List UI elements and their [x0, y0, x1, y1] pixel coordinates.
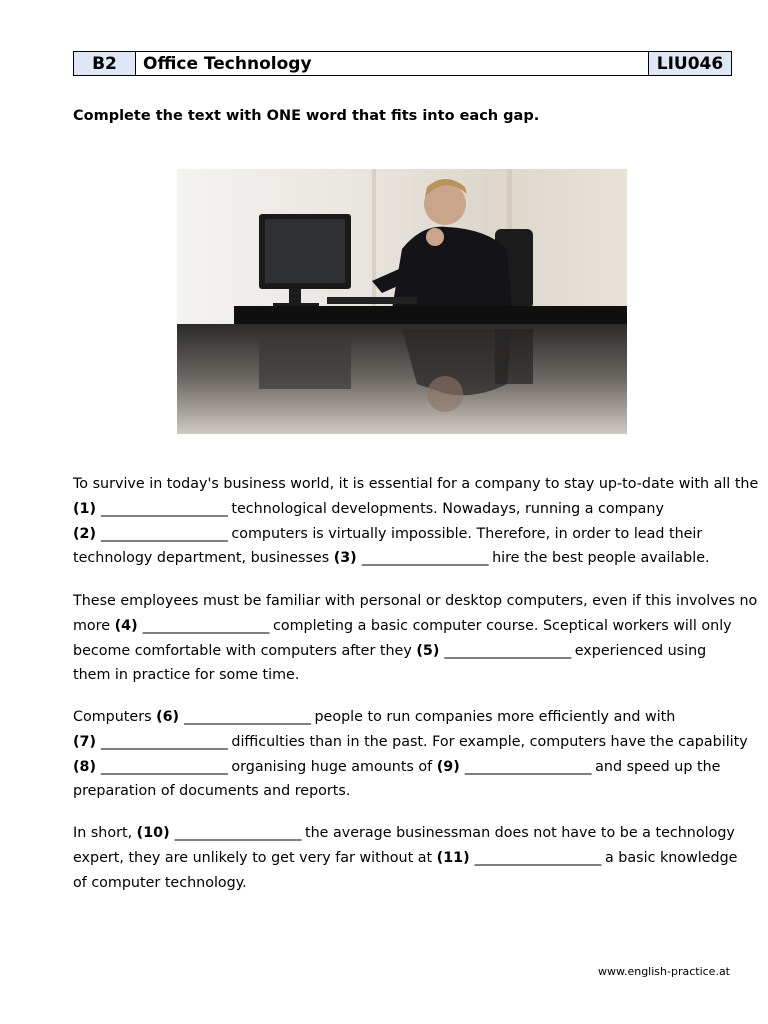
gap-number: (2)	[73, 525, 101, 542]
gap-number: (11)	[436, 849, 475, 866]
text-segment: hire the best people available.	[492, 550, 710, 567]
text-segment: Computers	[73, 709, 157, 725]
text-line	[73, 614, 735, 639]
text-segment: them in practice for some time.	[73, 667, 300, 684]
text-segment: more	[73, 617, 115, 634]
answer-gap[interactable]: ___________________	[444, 642, 575, 659]
text-line	[73, 472, 759, 497]
text-line	[73, 497, 735, 522]
text-line	[73, 522, 735, 547]
text-segment: people to run companies more efficiently and with	[314, 709, 676, 725]
answer-gap[interactable]: ___________________	[101, 733, 232, 750]
level-cell: B2	[74, 52, 136, 75]
paragraph-2	[73, 589, 758, 688]
text-line	[73, 846, 738, 871]
text-line	[73, 730, 748, 755]
text-segment: These employees must be familiar with personal or desktop computers, even if this involves no	[73, 593, 758, 609]
footer-url: www.english-practice.at	[597, 965, 730, 978]
gap-number: (3)	[333, 550, 362, 567]
paragraph-1	[73, 472, 759, 571]
text-line	[73, 871, 735, 896]
header-table	[73, 51, 732, 76]
answer-gap[interactable]: ___________________	[142, 617, 273, 634]
answer-gap[interactable]: ___________________	[101, 758, 232, 775]
text-segment: technology department, businesses	[73, 550, 334, 567]
text-line	[73, 755, 735, 780]
text-segment: experienced using	[574, 642, 707, 659]
text-line	[73, 779, 735, 804]
gap-number: (10)	[136, 825, 175, 841]
text-segment: completing a basic computer course. Sceptical workers will only	[272, 617, 732, 634]
text-line	[73, 589, 758, 614]
answer-gap[interactable]: ___________________	[174, 825, 305, 841]
worksheet-code: LIU046	[649, 52, 731, 75]
gap-number: (5)	[416, 642, 445, 659]
answer-gap[interactable]: ___________________	[361, 550, 493, 567]
text-segment: To survive in today's business world, it is essential for a company to stay up-to-date with all the	[73, 476, 759, 492]
gap-number: (1)	[73, 500, 101, 517]
text-line	[73, 546, 735, 571]
paragraph-4	[73, 821, 738, 895]
answer-gap[interactable]: ___________________	[464, 758, 596, 775]
gap-number: (8)	[73, 758, 101, 775]
text-line	[73, 821, 735, 846]
answer-gap[interactable]: ___________________	[474, 849, 605, 866]
text-segment: become comfortable with computers after they	[73, 642, 417, 659]
worksheet-title: Office Technology	[136, 52, 649, 75]
answer-gap[interactable]: ___________________	[101, 500, 232, 517]
answer-gap[interactable]: ___________________	[184, 709, 315, 725]
gap-number: (6)	[156, 709, 185, 725]
paragraph-3	[73, 705, 748, 804]
instruction-text: Complete the text with ONE word that fits into each gap.	[73, 108, 540, 124]
text-segment: a basic knowledge	[605, 849, 738, 866]
text-segment: In short,	[73, 825, 137, 841]
text-segment: preparation of documents and reports.	[73, 783, 351, 800]
gap-number: (9)	[436, 758, 465, 775]
gap-number: (7)	[73, 733, 101, 750]
text-segment: technological developments. Nowadays, running a company	[231, 500, 664, 517]
text-line	[73, 705, 735, 730]
text-segment: and speed up the	[595, 758, 721, 775]
text-segment: expert, they are unlikely to get very far without at	[73, 849, 437, 866]
gap-number: (4)	[114, 617, 143, 634]
text-segment: organising huge amounts of	[231, 758, 437, 775]
text-segment: difficulties than in the past. For example, computers have the capability	[231, 733, 748, 750]
text-segment: the average businessman does not have to be a technology	[304, 825, 735, 841]
text-line	[73, 639, 735, 664]
answer-gap[interactable]: ___________________	[101, 525, 232, 542]
text-segment: computers is virtually impossible. Therefore, in order to lead their	[231, 525, 703, 542]
office-photo	[177, 169, 627, 434]
text-segment: of computer technology.	[73, 874, 247, 891]
text-line	[73, 663, 735, 688]
